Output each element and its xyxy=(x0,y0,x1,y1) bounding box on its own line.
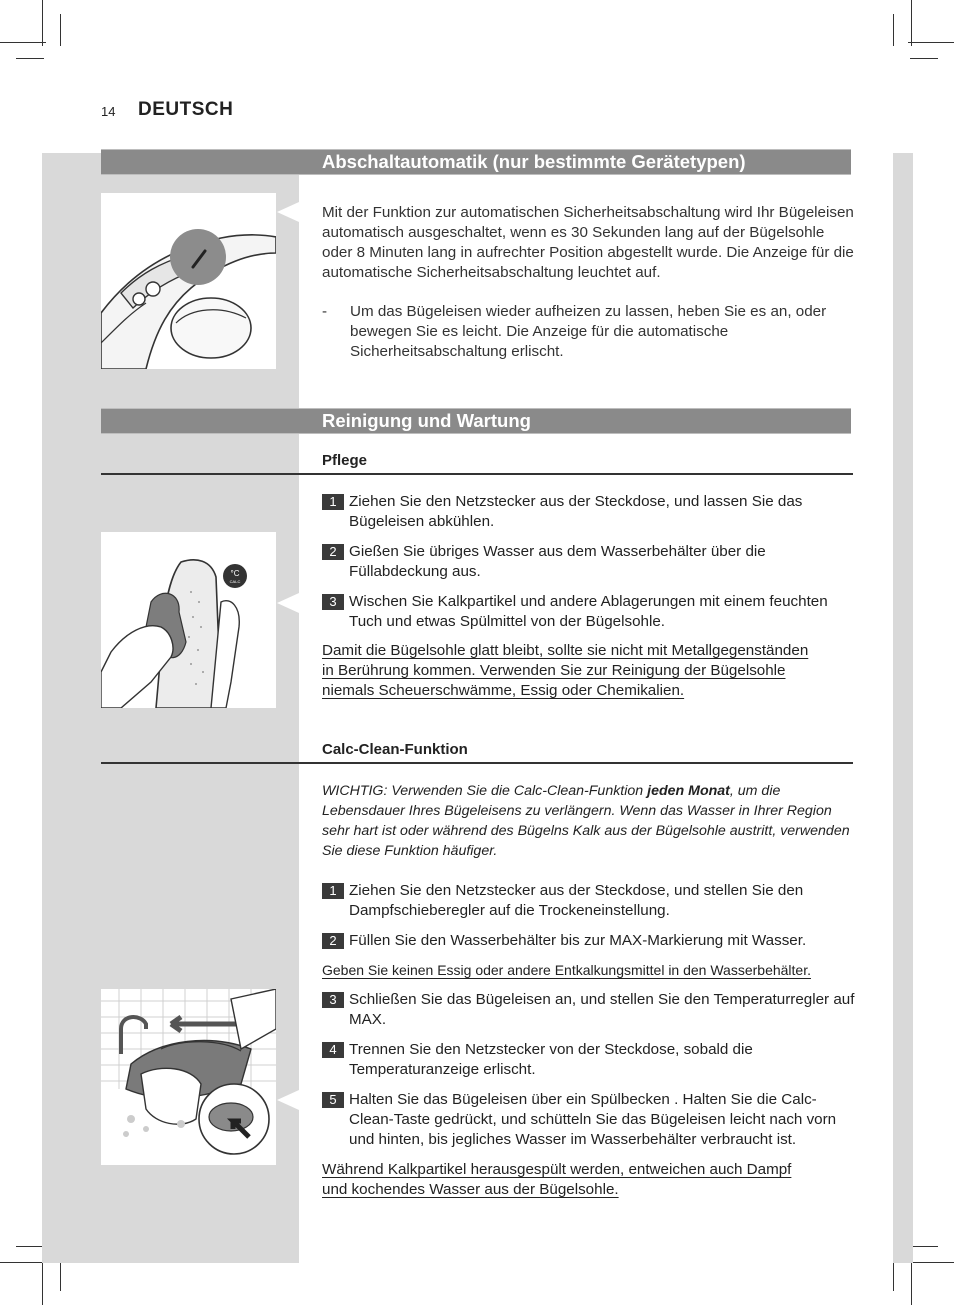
step-number: 5 xyxy=(322,1092,344,1108)
care-note xyxy=(322,641,857,701)
section-title: Abschaltautomatik (nur bestimmte Gerätetypen) xyxy=(322,151,746,172)
rule-right xyxy=(299,762,853,764)
important-suffix: , um die Lebensdauer Ihres Bügeleisens zu verlängern. Wenn das Wasser in Ihrer Region sehr hart ist oder während des Bügelns Kalk aus der Bügelsohle austritt, verwenden Sie diese Funktion häufiger. xyxy=(322,783,850,859)
crop-mark xyxy=(908,1262,954,1263)
crop-mark xyxy=(893,1259,894,1291)
calc-step xyxy=(322,931,857,951)
crop-mark xyxy=(16,1246,44,1247)
care-note-line: in Berührung kommen. Verwenden Sie zur Reinigung der Bügelsohle xyxy=(322,662,786,679)
care-step xyxy=(322,592,857,632)
step-number: 1 xyxy=(322,494,344,510)
crop-mark xyxy=(911,1259,912,1305)
calc-step xyxy=(322,1040,857,1080)
step-text: Schließen Sie das Bügeleisen an, und stellen Sie den Temperaturregler auf MAX. xyxy=(349,991,855,1028)
section-title: Reinigung und Wartung xyxy=(322,410,531,431)
calc-step xyxy=(322,1090,857,1150)
crop-mark xyxy=(0,1262,46,1263)
step-text: Füllen Sie den Wasserbehälter bis zur MAX-Markierung mit Wasser. xyxy=(349,932,807,949)
page-number: 14 xyxy=(101,104,116,119)
crop-mark xyxy=(60,1259,61,1291)
crop-mark xyxy=(911,0,912,46)
step-text: Halten Sie das Bügeleisen über ein Spülbecken . Halten Sie die Calc-Clean-Taste gedrückt, und schütteln Sie das Bügeleisen leicht nach vorn und hinten, bis jegliches Wasser im Wasserbehälter verbraucht ist. xyxy=(349,1091,837,1148)
step-text: Gießen Sie übriges Wasser aus dem Wasserbehälter über die Füllabdeckung aus. xyxy=(349,543,766,580)
calc-label: CALC xyxy=(229,579,241,584)
right-margin-strip xyxy=(893,153,913,1263)
auto-shutoff-bullet xyxy=(322,302,857,362)
calc-final-note-line: und kochendes Wasser aus der Bügelsohle. xyxy=(322,1181,619,1198)
crop-mark xyxy=(910,58,938,59)
step-text: Trennen Sie den Netzstecker von der Steckdose, sobald die Temperaturanzeige erlischt. xyxy=(349,1041,753,1078)
care-note-line: niemals Scheuerschwämme, Essig oder Chemikalien. xyxy=(322,682,685,699)
care-step xyxy=(322,542,857,582)
section-bar-cleaning xyxy=(101,408,851,434)
illustration-auto-shutoff xyxy=(101,193,276,369)
care-step xyxy=(322,492,857,532)
auto-shutoff-paragraph: Mit der Funktion zur automatischen Sicherheitsabschaltung wird Ihr Bügeleisen automatisch ausgeschaltet, wenn es 30 Sekunden lang auf der Bügelsohle oder 8 Minuten lang in aufrechter Position abgestellt wurde. Die Anzeige für die automatische Sicherheitsabschaltung leuchtet auf. xyxy=(322,204,854,281)
crop-mark xyxy=(908,42,954,43)
care-note-line: Damit die Bügelsohle glatt bleibt, sollte sie nicht mit Metallgegenständen xyxy=(322,642,809,659)
calc-warning xyxy=(322,960,857,980)
crop-mark xyxy=(16,58,44,59)
calc-step xyxy=(322,881,857,921)
step-number: 2 xyxy=(322,933,344,949)
crop-mark xyxy=(42,0,43,46)
crop-mark xyxy=(910,1246,938,1247)
section-bar-auto-shutoff xyxy=(101,149,851,175)
crop-mark xyxy=(0,42,46,43)
crop-mark xyxy=(60,14,61,46)
temperature-label: °C xyxy=(230,569,240,578)
subheading-care: Pflege xyxy=(322,452,368,469)
illustration-pointer xyxy=(277,593,299,613)
bullet-dash: - xyxy=(322,303,328,320)
illustration-pointer xyxy=(277,202,299,222)
calc-warning-text: Geben Sie keinen Essig oder andere Entkalkungsmittel in den Wasserbehälter. xyxy=(322,962,811,978)
step-number: 3 xyxy=(322,992,344,1008)
rule-left xyxy=(101,762,299,764)
step-text: Wischen Sie Kalkpartikel und andere Ablagerungen mit einem feuchten Tuch und etwas Spülmittel von der Bügelsohle. xyxy=(349,593,828,630)
subheading-calc-clean: Calc-Clean-Funktion xyxy=(322,741,468,758)
step-text: Ziehen Sie den Netzstecker aus der Steckdose, und stellen Sie den Dampfschieberegler auf die Trockeneinstellung. xyxy=(349,882,804,919)
step-number: 4 xyxy=(322,1042,344,1058)
step-text: Ziehen Sie den Netzstecker aus der Steckdose, und lassen Sie das Bügeleisen abkühlen. xyxy=(349,493,803,530)
step-number: 3 xyxy=(322,594,344,610)
iron-calc-clean-shake-icon xyxy=(101,989,276,1165)
crop-mark xyxy=(893,14,894,46)
iron-wipe-soleplate-icon xyxy=(101,532,276,708)
illustration-pointer xyxy=(277,1090,299,1110)
important-prefix: WICHTIG: Verwenden Sie die Calc-Clean-Funktion xyxy=(322,783,648,799)
language-heading: DEUTSCH xyxy=(138,99,234,120)
important-emphasis: jeden Monat xyxy=(647,783,730,799)
illustration-care xyxy=(101,532,276,708)
rule-left xyxy=(101,473,299,475)
crop-mark xyxy=(42,1259,43,1305)
rule-right xyxy=(299,473,853,475)
calc-final-note xyxy=(322,1160,857,1200)
step-number: 2 xyxy=(322,544,344,560)
calc-step xyxy=(322,990,857,1030)
illustration-calc-clean xyxy=(101,989,276,1165)
iron-shutoff-light-icon xyxy=(101,193,276,369)
bullet-text: Um das Bügeleisen wieder aufheizen zu lassen, heben Sie es an, oder bewegen Sie es leicht. Die Anzeige für die automatische Sicherheitsabschaltung erlischt. xyxy=(350,303,827,360)
calc-final-note-line: Während Kalkpartikel herausgespült werden, entweichen auch Dampf xyxy=(322,1161,792,1178)
calc-clean-important-note xyxy=(322,781,857,861)
step-number: 1 xyxy=(322,883,344,899)
